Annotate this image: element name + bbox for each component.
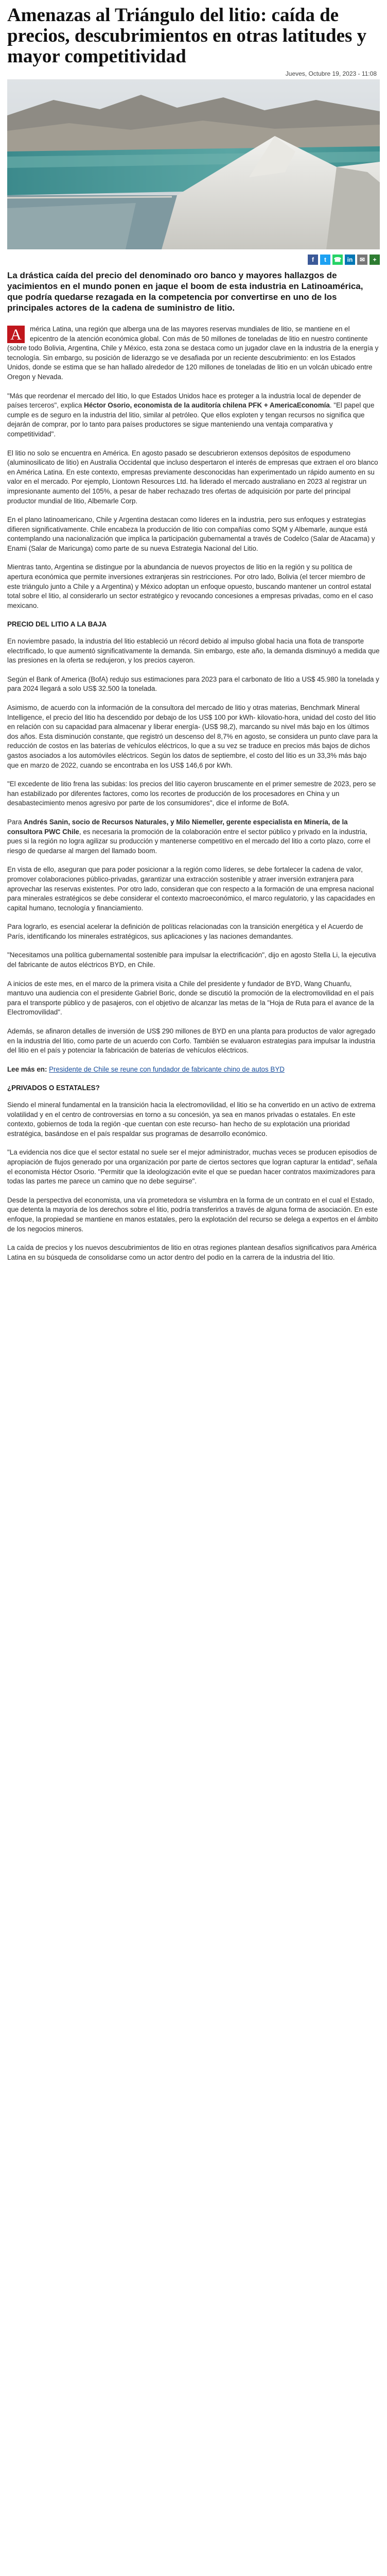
- facebook-icon[interactable]: f: [308, 255, 318, 265]
- linkedin-icon[interactable]: in: [345, 255, 355, 265]
- paragraph: En noviembre pasado, la industria del litio estableció un récord debido al impulso global hacia una flota de transporte electrificado, lo que aumentó significativamente la demanda. Sin embargo, este año, la demanda disminuyó a medida que las presiones en la oferta se redujeron, y los precios cayeron.: [7, 637, 380, 665]
- section-heading: ¿PRIVADOS O ESTATALES?: [7, 1084, 100, 1092]
- paragraph: Siendo el mineral fundamental en la transición hacia la electromovilidad, el litio se ha convertido en un activo de extrema volatilidad y en el centro de controversias en torno a su concesión, ya sea en manos privadas o estatales. En este contexto, gobiernos de toda la región -que cuentan con este recurso- han hecho de su explotación una prioridad estratégica, basándose en el país respaldar sus programas de desarrollo económico.: [7, 1101, 376, 1138]
- article-dateline: Jueves, Octubre 19, 2023 - 11:08: [285, 70, 377, 77]
- email-icon[interactable]: ✉: [357, 255, 367, 265]
- paragraph: El litio no solo se encuentra en América. En agosto pasado se descubrieron extensos depósitos de espodumeno (aluminosilicato de litio) en Australia Occidental que incluso despertaron el interés de empresas que extraen el oro blanco en América Latina. En este contexto, empresas previamente desconocidas han experimentado un rápido aumento en su valor en el mercado. Por ejemplo, Liontown Resources Ltd. ha liderado el mercado australiano en 2023 al registrar un impresionante aumento del 105%, a pesar de haber rechazado tres ofertas de adquisición por parte del principal productor mundial de litio, Albemarle Corp.: [7, 449, 378, 505]
- paragraph: Además, se afinaron detalles de inversión de US$ 290 millones de BYD en una planta para productos de valor agregado en la industria del litio, como parte de un acuerdo con Corfo. También se evaluaron estrategias para impulsar la industria del litio en el país y potenciar la fabricación de baterías de vehículos eléctricos.: [7, 1027, 376, 1055]
- paragraph: A mérica Latina, una región que alberga una de las mayores reservas mundiales de litio, se mantiene en el epicentro de la atención económica global. Con más de 50 millones de toneladas de litio en nuestro continente (sobre todo Bolivia, Argentina, Chile y México, esta zona se destaca como un jugador clave en la industria de la energía y tecnología. Sin embargo, su posición de liderazgo se ve desafiada por un reciente descubrimiento: en los Estados Unidos, donde se estima que se han hallado alrededor de 120 millones de toneladas de litio en un volcán ubicado entre Oregon y Nevada.: [7, 325, 379, 381]
- article-page: [0, 0, 387, 1272]
- paragraph: Para lograrlo, es esencial acelerar la definición de políticas relacionadas con la transición energética y el Acuerdo de París, identificando los minerales estratégicos, sus aplicaciones y las naciones demandantes.: [7, 923, 363, 940]
- paragraph: Desde la perspectiva del economista, una vía prometedora se vislumbra en la forma de un contrato en el cual el Estado, que detenta la mayoría de los derechos sobre el litio, podría transferirlos a través de alguna forma de asociación. En este enfoque, la propiedad se mantiene en manos estatales, pero la explotación del recurso se delega a expertos en el ámbito de los negocios mineros.: [7, 1196, 378, 1233]
- paragraph: En el plano latinoamericano, Chile y Argentina destacan como líderes en la industria, pero sus enfoques y estrategias difieren significativamente. Chile encabeza la producción de litio con compañías como SQM y Albemarle, aunque está contemplando una nacionalización que implica la participación gubernamental a través de Codelco (Salar de Atacama) y Enami (Salar de Maricunga) como parte de su nueva Estrategia Nacional del Litio.: [7, 516, 375, 552]
- share-bar: [0, 249, 387, 270]
- paragraph: Mientras tanto, Argentina se distingue por la abundancia de nuevos proyectos de litio en la región y su política de apertura económica que permite inversiones extranjeras sin restricciones. Por otro lado, Bolivia (el tercer miembro de este triángulo junto a Chile y a Argentina) y México adoptan un enfoque opuesto, buscando mantener un control estatal total sobre el litio, al considerarlo un sector estratégico y revocando concesiones a empresas privadas, como en el caso mexicano.: [7, 563, 373, 609]
- twitter-icon[interactable]: t: [320, 255, 330, 265]
- paragraph: "La evidencia nos dice que el sector estatal no suele ser el mejor administrador, muchas veces se producen episodios de apropiación de flujos generado por una organización por parte de ciertos sectores que logran capturar la entidad", señala el economista Héctor Osorio. "Permitir que la ideologización evite el que se puedan hacer contratos maximizadores para todas las partes me parece un camino que no debe seguirse".: [7, 1148, 377, 1185]
- paragraph: Para Andrés Sanin, socio de Recursos Naturales, y Milo Niemeller, gerente especialista en Minería, de la consultora PWC Chile, es necesaria la promoción de la colaboración entre el sector público y privado en la industria, pues si la región no logra agilizar su producción y mantenerse competitivo en el mercado del litio a corto plazo, corre el riesgo de quedarse al margen del llamado boom.: [7, 818, 371, 855]
- hero-photo: [7, 79, 380, 249]
- whatsapp-icon[interactable]: ☎: [332, 255, 343, 265]
- paragraph: Según el Bank of America (BofA) redujo sus estimaciones para 2023 para el carbonato de litio a US$ 45.980 la tonelada y para 2024 llegará a solo US$ 32.500 la tonelada.: [7, 675, 379, 693]
- drop-cap: A: [7, 326, 25, 343]
- article-title: Amenazas al Triángulo del litio: caída de precios, descubrimientos en otras latitudes y mayor competitividad: [7, 5, 367, 67]
- article-lead: La drástica caída del precio del denominado oro banco y mayores hallazgos de yacimientos en el mundo ponen en jaque el boom de esta industria en Latinoamérica, que podría quedarse rezagada en la competencia por convertirse en uno de los principales actores de la cadena de suministro de litio.: [7, 270, 363, 313]
- salt-flat-image: [7, 79, 380, 249]
- paragraph: "Más que reordenar el mercado del litio, lo que Estados Unidos hace es proteger a la industria local de depender de países terceros", explica Héctor Osorio, economista de la auditoría chilena PFK + AmericaEconomía. "El papel que cumple es de seguro en la industria del litio, similar al petróleo. Que ellos exploten y tengan recursos no significa que dejarán de comprar, por lo tanto para países productores se sigue manteniendo una ventaja comparativa y competitividad".: [7, 392, 375, 438]
- section-heading: PRECIO DEL LITIO A LA BAJA: [7, 620, 107, 629]
- share-icon[interactable]: +: [370, 255, 380, 265]
- paragraph: A inicios de este mes, en el marco de la primera visita a Chile del presidente y fundador de BYD, Wang Chuanfu, mantuvo una audiencia con el presidente Gabriel Boric, donde se discutió la promoción de la electromovilidad en el país para el transporte público y de pasajeros, con el objetivo de alcanzar las metas de la "Hoja de Ruta para el avance de la Electromovilidad".: [7, 979, 374, 1016]
- paragraph: "El excedente de litio frena las subidas: los precios del litio cayeron bruscamente en el primer semestre de 2023, pero se han estabilizado por diferentes factores, como los recortes de producción de los procesadores en China y un desabastecimiento menos agresivo por parte de los consumidores", dice el informe de BofA.: [7, 780, 376, 807]
- related-article-link[interactable]: Presidente de Chile se reune con fundador de fabricante chino de autos BYD: [49, 1065, 285, 1073]
- paragraph: En vista de ello, aseguran que para poder posicionar a la región como líderes, se debe fortalecer la cadena de valor, promover colaboraciones público-privadas, garantizar una extracción sostenible y atraer inversión extranjera para aprovechar las reservas existentes. Por otro lado, consideran que con respecto a la formación de una empresa nacional para minerales estratégicos se debe considerar el contexto macroeconómico, el marco regulatorio, y las capacidades en capital humano, tecnología y financiamiento.: [7, 866, 375, 912]
- article-body: [0, 325, 387, 1262]
- related-link-paragraph: Lee más en: Presidente de Chile se reune con fundador de fabricante chino de autos BYD: [7, 1065, 285, 1073]
- paragraph: La caída de precios y los nuevos descubrimientos de litio en otras regiones plantean desafíos significativos para América Latina en su búsqueda de consolidarse como un actor dentro del podio en la carrera de la industria del litio.: [7, 1244, 377, 1261]
- paragraph: Asimismo, de acuerdo con la información de la consultora del mercado de litio y otras materias, Benchmark Mineral Intelligence, el precio del litio ha descendido por debajo de los US$ 100 por kWh- kilovatio-hora, unidad del costo del litio en relación con su capacidad para almacenar y liberar energía- (US$ 98,2), marcando su nivel más bajo en los últimos dos años. Esta disminución constante, que registró un descenso del 8,7% en agosto, se considera un punto clave para la reducción de costos en las baterías de vehículos eléctricos, lo que a su vez se traduce en precios más bajos de dichos gastos asociados a los automóviles eléctricos. Según los datos de septiembre, el costo del litio es un 33,3% más bajo que en marzo de 2022, cuando se encontraba en los US$ 146,6 por kWh.: [7, 704, 378, 769]
- paragraph: "Necesitamos una política gubernamental sostenible para impulsar la electrificación", dijo en agosto Stella Li, la ejecutiva del fabricante de autos eléctricos BYD, en Chile.: [7, 951, 376, 969]
